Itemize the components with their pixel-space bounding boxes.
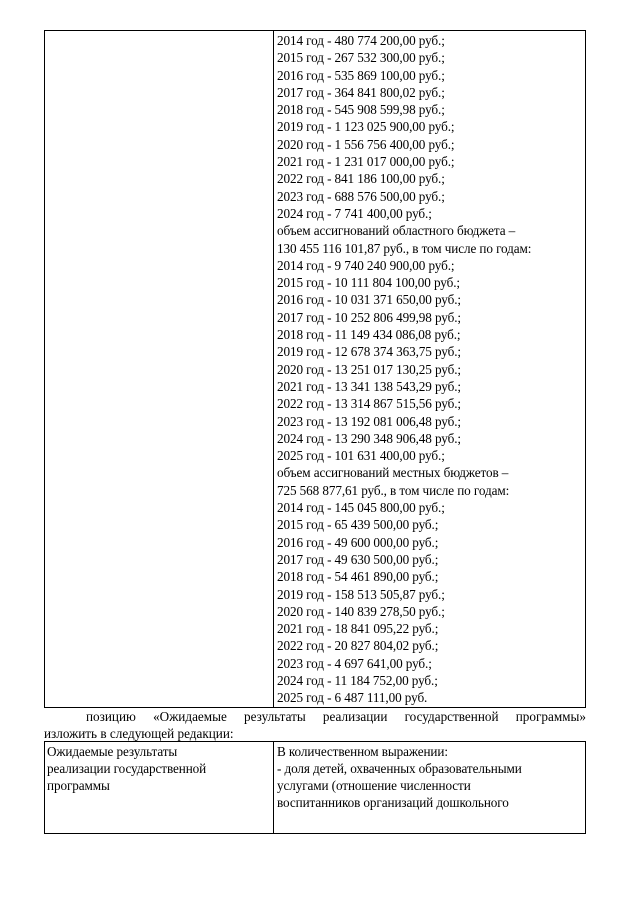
regional-budget-heading: объем ассигнований областного бюджета – [277,223,516,239]
expected-results-table [44,741,586,834]
budget-line: 2021 год - 13 341 138 543,29 руб.; [277,378,461,394]
table-left-cell-empty [45,31,274,707]
budget-line: 2015 год - 267 532 300,00 руб.; [277,50,445,66]
table-right-cell-budget-breakdown [274,31,585,707]
budget-line: 2014 год - 480 774 200,00 руб.; [277,33,445,48]
local-budget-total: 725 568 877,61 руб., в том числе по годам: [277,482,510,498]
expected-results-content-line: услугами (отношение численности [277,778,471,793]
budget-line: 2021 год - 1 231 017 000,00 руб.; [277,154,455,170]
expected-results-label-line: Ожидаемые результаты [47,744,178,759]
budget-line: 2018 год - 545 908 599,98 руб.; [277,102,445,118]
budget-line: 2014 год - 9 740 240 900,00 руб.; [277,257,455,273]
budget-line: 2016 год - 49 600 000,00 руб.; [277,534,439,550]
budget-line: 2021 год - 18 841 095,22 руб.; [277,621,439,637]
budget-line: 2019 год - 158 513 505,87 руб.; [277,586,445,602]
budget-line: 2025 год - 101 631 400,00 руб.; [277,448,445,464]
budget-line: 2023 год - 688 576 500,00 руб.; [277,188,445,204]
budget-line: 2023 год - 13 192 081 006,48 руб.; [277,413,461,429]
budget-line: 2017 год - 10 252 806 499,98 руб.; [277,309,461,325]
budget-line: 2022 год - 20 827 804,02 руб.; [277,638,439,654]
budget-line: 2025 год - 6 487 111,00 руб. [277,690,428,706]
budget-line: 2015 год - 65 439 500,00 руб.; [277,517,439,533]
budget-line: 2020 год - 140 839 278,50 руб.; [277,603,445,619]
budget-line: 2019 год - 12 678 374 363,75 руб.; [277,344,461,360]
budget-line: 2020 год - 1 556 756 400,00 руб.; [277,136,455,152]
expected-results-label-line: программы [47,778,110,793]
regional-budget-total: 130 455 116 101,87 руб., в том числе по годам: [277,240,532,256]
budget-line: 2022 год - 13 314 867 515,56 руб.; [277,396,461,412]
expected-results-label-line: реализации государственной [47,761,207,776]
expected-results-content-cell [274,742,585,833]
budget-line: 2024 год - 13 290 348 906,48 руб.; [277,430,461,446]
budget-line: 2018 год - 54 461 890,00 руб.; [277,569,439,585]
amendment-paragraph [44,708,586,742]
budget-line: 2015 год - 10 111 804 100,00 руб.; [277,275,460,291]
local-budget-heading: объем ассигнований местных бюджетов – [277,465,509,481]
expected-results-content-line: - доля детей, охваченных образовательными [277,761,522,776]
budget-line: 2024 год - 7 741 400,00 руб.; [277,205,432,221]
budget-line: 2020 год - 13 251 017 130,25 руб.; [277,361,461,377]
budget-line: 2024 год - 11 184 752,00 руб.; [277,672,438,688]
budget-table-continuation [44,30,586,708]
budget-line: 2018 год - 11 149 434 086,08 руб.; [277,327,461,343]
expected-results-label-cell [45,742,274,833]
amendment-paragraph-line-2: изложить в следующей редакции: [44,726,234,741]
budget-line: 2017 год - 49 630 500,00 руб.; [277,551,439,567]
budget-line: 2016 год - 10 031 371 650,00 руб.; [277,292,461,308]
expected-results-content-line: В количественном выражении: [277,744,448,759]
expected-results-content-line: воспитанников организаций дошкольного [277,795,509,810]
budget-line: 2023 год - 4 697 641,00 руб.; [277,655,432,671]
budget-line: 2017 год - 364 841 800,02 руб.; [277,84,445,100]
budget-line: 2022 год - 841 186 100,00 руб.; [277,171,445,187]
budget-line: 2016 год - 535 869 100,00 руб.; [277,67,445,83]
amendment-paragraph-line-1: позицию «Ожидаемые результаты реализации государственной программы» [86,709,586,724]
budget-line: 2019 год - 1 123 025 900,00 руб.; [277,119,455,135]
budget-line: 2014 год - 145 045 800,00 руб.; [277,500,445,516]
